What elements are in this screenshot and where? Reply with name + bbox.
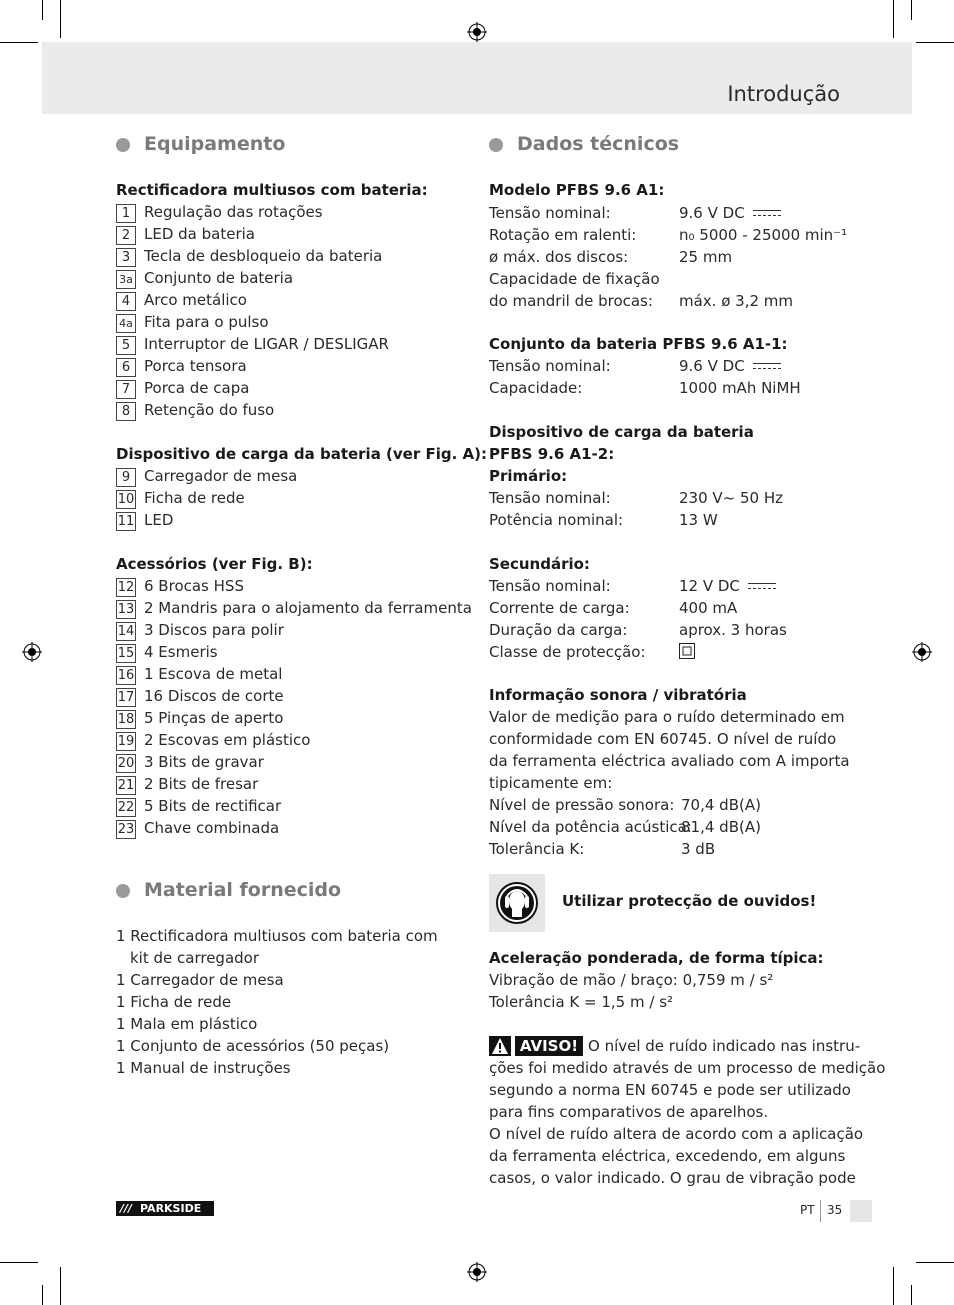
section-heading-material: Material fornecido: [144, 879, 342, 901]
part-label: 4 Esmeris: [144, 643, 218, 661]
dc-symbol-icon: [753, 210, 781, 218]
part-number: 7: [116, 380, 136, 399]
part-number: 2: [116, 226, 136, 245]
ear-protection-icon: [496, 882, 538, 924]
part-number: 19: [117, 734, 135, 749]
sound-text: da ferramenta eléctrica avaliado com A importa: [489, 752, 850, 770]
part-number: 3a: [116, 270, 136, 289]
crop-mark: [911, 1285, 912, 1305]
ear-protection-note: Utilizar protecção de ouvidos!: [562, 892, 817, 910]
part-number: 8: [116, 402, 136, 421]
part-number: 21: [117, 778, 135, 793]
spec-label: do mandril de brocas:: [489, 292, 653, 310]
delivery-item: 1 Carregador de mesa: [116, 971, 284, 989]
part-label: 5 Bits de rectificar: [144, 797, 282, 815]
part-number: 1: [116, 204, 136, 223]
accel-title: Aceleração ponderada, de forma típica:: [489, 949, 824, 967]
part-label: LED: [144, 511, 174, 529]
spec-label: Tensão nominal:: [489, 489, 611, 507]
section-heading-dados: Dados técnicos: [517, 133, 680, 155]
warning-text: para fins comparativos de aparelhos.: [489, 1103, 769, 1121]
part-label: 2 Bits de fresar: [144, 775, 259, 793]
footer-tab: [850, 1200, 872, 1222]
sound-value: 81,4 dB(A): [681, 818, 761, 836]
part-label: Interruptor de LIGAR / DESLIGAR: [144, 335, 389, 353]
part-number: 9: [116, 468, 136, 487]
spec-value: 1000 mAh NiMH: [679, 379, 801, 397]
part-number: 23: [117, 822, 135, 837]
spec-label: ø máx. dos discos:: [489, 248, 629, 266]
registration-mark-icon: [22, 642, 42, 662]
brand-name: PARKSIDE: [140, 1202, 202, 1215]
part-number: 22: [117, 800, 135, 815]
delivery-item: kit de carregador: [130, 949, 260, 967]
crop-mark: [0, 42, 38, 43]
part-label: Retenção do fuso: [144, 401, 275, 419]
sound-value: 70,4 dB(A): [681, 796, 761, 814]
dc-symbol-icon: [753, 363, 781, 371]
part-label: LED da bateria: [144, 225, 255, 243]
part-number: 6: [116, 358, 136, 377]
warning-triangle-icon: [491, 1037, 509, 1055]
crop-mark: [911, 0, 912, 20]
spec-value: 400 mA: [679, 599, 738, 617]
crop-mark: [60, 0, 61, 38]
section-bullet: [489, 138, 503, 152]
part-label: Porca de capa: [144, 379, 250, 397]
spec-value: 230 V~ 50 Hz: [679, 489, 784, 507]
spec-value: 9.6 V DC: [679, 357, 781, 375]
warning-text: O nível de ruído indicado nas instru-: [588, 1037, 861, 1055]
dc-symbol-icon: [748, 583, 776, 591]
sound-text: conformidade com EN 60745. O nível de ruído: [489, 730, 837, 748]
spec-label: Potência nominal:: [489, 511, 624, 529]
spec-title-model: Modelo PFBS 9.6 A1:: [489, 181, 665, 199]
warning-text: ções foi medido através de um processo de medição: [489, 1059, 886, 1077]
part-number: 5: [116, 336, 136, 355]
spec-value: aprox. 3 horas: [679, 621, 787, 639]
part-number: 13: [117, 602, 135, 617]
protection-class-ii-icon: [679, 643, 695, 659]
part-label: 6 Brocas HSS: [144, 577, 244, 595]
crop-mark: [916, 42, 954, 43]
part-number: 3: [116, 248, 136, 267]
part-label: 16 Discos de corte: [144, 687, 284, 705]
spec-label: Tensão nominal:: [489, 357, 611, 375]
group-title-accessories: Acessórios (ver Fig. B):: [116, 555, 313, 573]
spec-label: Tensão nominal:: [489, 577, 611, 595]
part-label: 1 Escova de metal: [144, 665, 283, 683]
part-label: 3 Bits de gravar: [144, 753, 264, 771]
crop-mark: [893, 1267, 894, 1305]
sound-title: Informação sonora / vibratória: [489, 686, 747, 704]
accel-text: Tolerância K = 1,5 m / s²: [489, 993, 674, 1011]
part-label: Arco metálico: [144, 291, 247, 309]
part-number: 16: [117, 668, 135, 683]
part-label: Chave combinada: [144, 819, 280, 837]
crop-mark: [0, 1262, 38, 1263]
spec-value: n₀ 5000 - 25000 min⁻¹: [679, 226, 848, 244]
group-title-grinder: Rectificadora multiusos com bateria:: [116, 181, 428, 199]
spec-value: 25 mm: [679, 248, 733, 266]
part-label: Ficha de rede: [144, 489, 245, 507]
spec-label: Tensão nominal:: [489, 204, 611, 222]
part-number: 10: [117, 492, 135, 507]
part-number: 4a: [116, 314, 136, 333]
registration-mark-icon: [467, 22, 487, 42]
warning-text: casos, o valor indicado. O grau de vibração pode: [489, 1169, 856, 1187]
part-label: 2 Escovas em plástico: [144, 731, 311, 749]
page-title: Introdução: [727, 82, 840, 106]
spec-value: 13 W: [679, 511, 718, 529]
spec-label: Classe de protecção:: [489, 643, 646, 661]
section-heading-equipamento: Equipamento: [144, 133, 286, 155]
spec-label: Corrente de carga:: [489, 599, 630, 617]
crop-mark: [60, 1267, 61, 1305]
spec-title-primary: Primário:: [489, 467, 568, 485]
accel-text: Vibração de mão / braço: 0,759 m / s²: [489, 971, 774, 989]
section-bullet: [116, 138, 130, 152]
delivery-item: 1 Mala em plástico: [116, 1015, 258, 1033]
delivery-item: 1 Ficha de rede: [116, 993, 232, 1011]
delivery-item: 1 Conjunto de acessórios (50 peças): [116, 1037, 390, 1055]
part-number: 18: [117, 712, 135, 727]
part-label: Conjunto de bateria: [144, 269, 294, 287]
sound-value: 3 dB: [681, 840, 716, 858]
spec-value: 12 V DC: [679, 577, 776, 595]
spec-title-charger-model: PFBS 9.6 A1-2:: [489, 445, 615, 463]
spec-title-charger: Dispositivo de carga da bateria: [489, 423, 754, 441]
warning-triangle-box: [489, 1036, 511, 1056]
language-code: PT: [800, 1203, 815, 1217]
part-label: 3 Discos para polir: [144, 621, 284, 639]
footer-divider: [820, 1200, 821, 1222]
warning-text: da ferramenta eléctrica, excedendo, em alguns: [489, 1147, 846, 1165]
delivery-item: 1 Manual de instruções: [116, 1059, 291, 1077]
warning-label: AVISO!: [515, 1036, 583, 1056]
section-bullet: [116, 884, 130, 898]
warning-text: O nível de ruído altera de acordo com a aplicação: [489, 1125, 864, 1143]
part-label: Carregador de mesa: [144, 467, 298, 485]
spec-value: 9.6 V DC: [679, 204, 781, 222]
part-label: Porca tensora: [144, 357, 247, 375]
spec-title-secondary: Secundário:: [489, 555, 590, 573]
part-number: 11: [117, 514, 135, 529]
sound-label: Tolerância K:: [489, 840, 585, 858]
part-label: Regulação das rotações: [144, 203, 323, 221]
part-number: 20: [117, 756, 135, 771]
logo-stripes-icon: ///: [120, 1202, 133, 1215]
spec-title-battery: Conjunto da bateria PFBS 9.6 A1-1:: [489, 335, 788, 353]
crop-mark: [916, 1262, 954, 1263]
part-label: Tecla de desbloqueio da bateria: [144, 247, 383, 265]
spec-label: Capacidade:: [489, 379, 583, 397]
group-title-charger: Dispositivo de carga da bateria (ver Fig. A):: [116, 445, 487, 463]
part-number: 12: [117, 580, 135, 595]
sound-text: tipicamente em:: [489, 774, 613, 792]
sound-label: Nível de pressão sonora:: [489, 796, 675, 814]
part-number: 17: [117, 690, 135, 705]
part-number: 4: [116, 292, 136, 311]
registration-mark-icon: [467, 1262, 487, 1282]
part-number: 14: [117, 624, 135, 639]
spec-label: Duração da carga:: [489, 621, 628, 639]
spec-label: Rotação em ralenti:: [489, 226, 637, 244]
spec-value: máx. ø 3,2 mm: [679, 292, 794, 310]
part-label: 5 Pinças de aperto: [144, 709, 284, 727]
crop-mark: [893, 0, 894, 38]
delivery-item: 1 Rectificadora multiusos com bateria com: [116, 927, 438, 945]
page-number: 35: [827, 1203, 843, 1217]
crop-mark: [42, 1285, 43, 1305]
ear-protection-box: [489, 874, 545, 932]
sound-label: Nível da potência acústica:: [489, 818, 692, 836]
part-number: 15: [117, 646, 135, 661]
brand-logo: [116, 1201, 214, 1216]
warning-text: segundo a norma EN 60745 e pode ser utilizado: [489, 1081, 851, 1099]
part-label: 2 Mandris para o alojamento da ferramenta: [144, 599, 472, 617]
spec-label: Capacidade de fixação: [489, 270, 660, 288]
registration-mark-icon: [912, 642, 932, 662]
part-label: Fita para o pulso: [144, 313, 269, 331]
crop-mark: [42, 0, 43, 20]
sound-text: Valor de medição para o ruído determinado em: [489, 708, 845, 726]
